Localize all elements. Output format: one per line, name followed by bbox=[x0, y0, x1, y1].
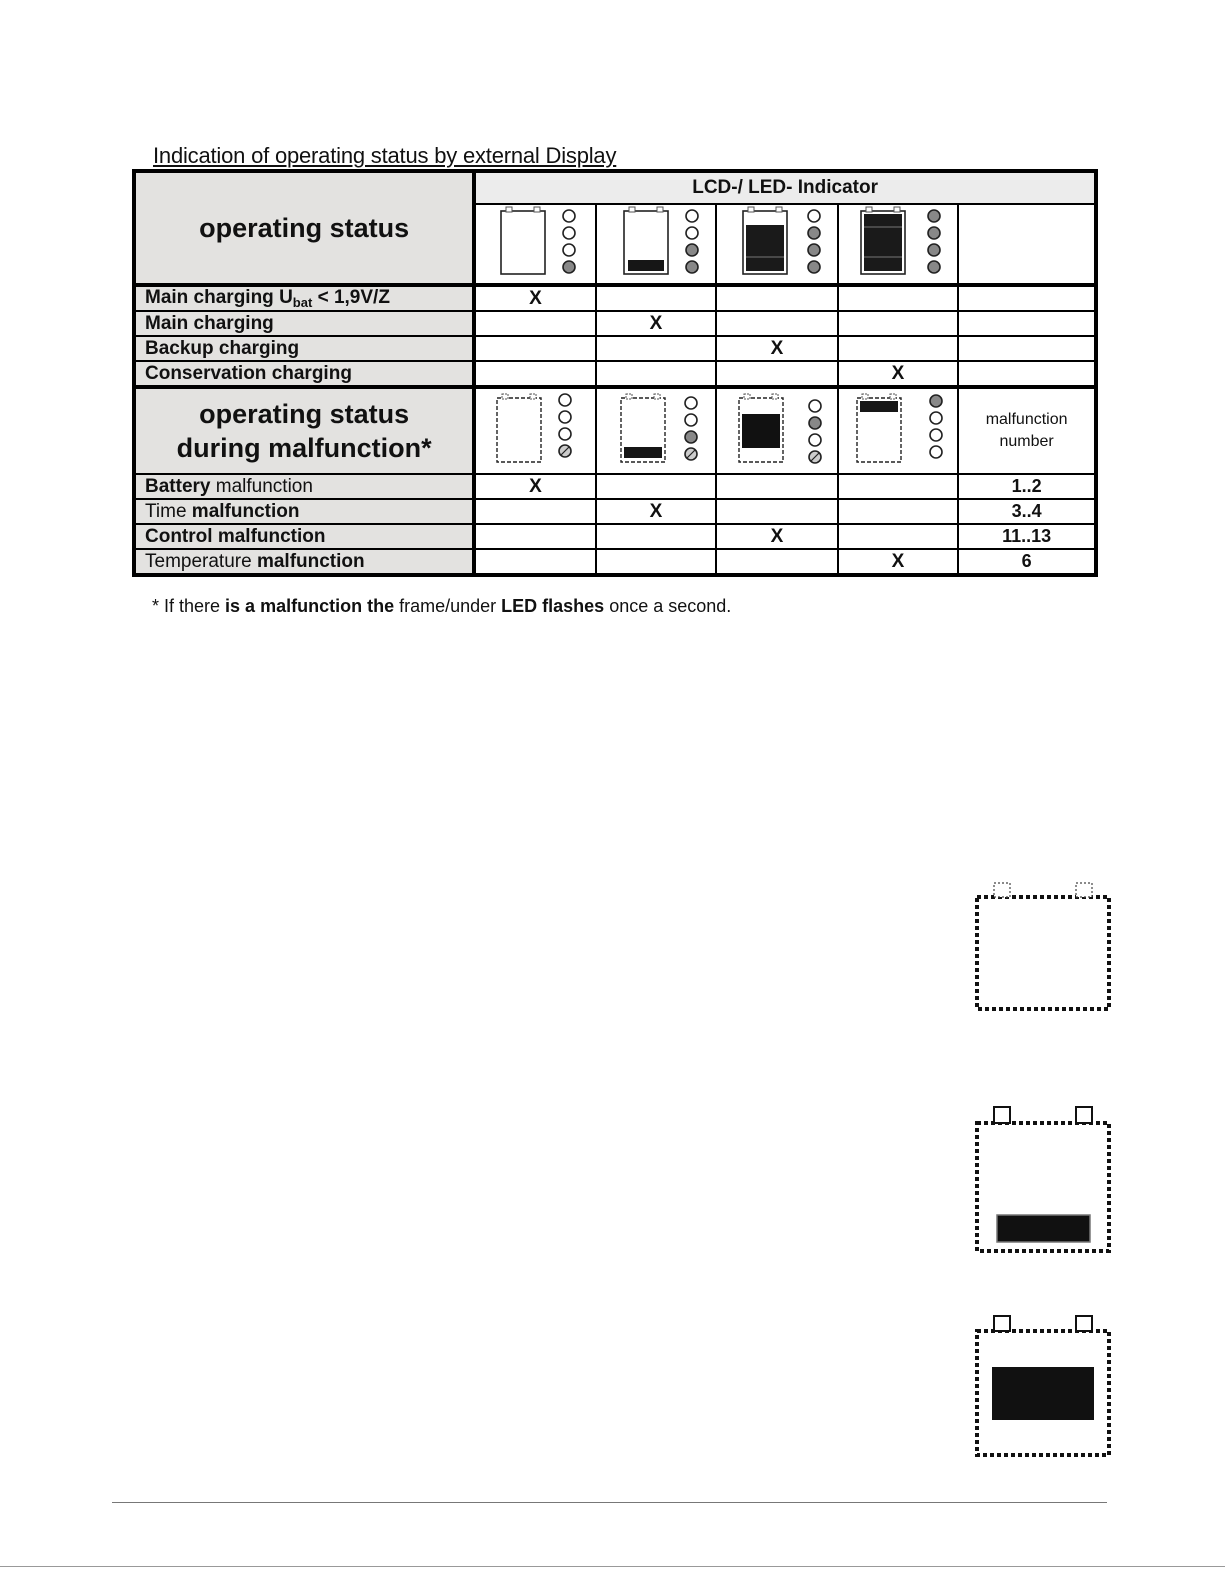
indicator-low bbox=[596, 204, 717, 285]
row-mark bbox=[958, 336, 1096, 361]
row-mark bbox=[716, 499, 838, 524]
malfunction-indicator-top bbox=[838, 387, 959, 474]
row-mark bbox=[474, 361, 596, 387]
malfunction-status-title: operating status during malfunction* bbox=[134, 387, 474, 474]
table-row bbox=[134, 336, 1096, 361]
battery-dashed-low-icon bbox=[606, 389, 706, 467]
row-mark: X bbox=[474, 285, 596, 311]
operating-status-title: operating status bbox=[134, 171, 474, 285]
page-heading: Indication of operating status by external Display bbox=[153, 143, 617, 168]
malfunction-number: 11..13 bbox=[958, 524, 1096, 549]
malfunction-indicator-empty bbox=[474, 387, 596, 474]
row-mark bbox=[838, 285, 959, 311]
row-label: Main charging $U_{bat} < 1,9V/Z$ bbox=[134, 285, 474, 311]
battery-low-large-icon bbox=[970, 1103, 1115, 1258]
row-mark bbox=[596, 336, 717, 361]
battery-medium-icon bbox=[727, 205, 827, 277]
page-bottom-divider bbox=[0, 1566, 1225, 1567]
row-mark: X bbox=[596, 311, 717, 336]
table-row bbox=[134, 499, 1096, 524]
indicator-medium bbox=[716, 204, 838, 285]
status-table bbox=[132, 169, 1098, 577]
indicator-full bbox=[838, 204, 959, 285]
row-mark bbox=[838, 336, 959, 361]
row-label: Battery malfunction bbox=[134, 474, 474, 499]
row-mark bbox=[474, 499, 596, 524]
row-mark bbox=[716, 549, 838, 575]
row-label: Main charging bbox=[134, 311, 474, 336]
row-mark bbox=[596, 285, 717, 311]
row-mark bbox=[474, 524, 596, 549]
row-mark bbox=[716, 311, 838, 336]
malfunction-indicator-low bbox=[596, 387, 717, 474]
row-mark bbox=[474, 336, 596, 361]
table-row bbox=[134, 474, 1096, 499]
row-mark bbox=[716, 361, 838, 387]
row-label: Time malfunction bbox=[134, 499, 474, 524]
indicator-empty bbox=[474, 204, 596, 285]
lcd-led-indicator-header: LCD-/ LED- Indicator bbox=[474, 171, 1096, 204]
malfunction-number-header: malfunction number bbox=[958, 387, 1096, 474]
row-mark bbox=[838, 524, 959, 549]
row-label: Temperature malfunction bbox=[134, 549, 474, 575]
row-mark bbox=[474, 549, 596, 575]
row-mark bbox=[958, 361, 1096, 387]
row-label: Conservation charging bbox=[134, 361, 474, 387]
table-row bbox=[134, 285, 1096, 311]
row-mark bbox=[596, 549, 717, 575]
row-mark bbox=[596, 524, 717, 549]
row-mark bbox=[596, 361, 717, 387]
malfunction-number: 1..2 bbox=[958, 474, 1096, 499]
battery-empty-icon bbox=[485, 205, 585, 277]
row-mark bbox=[838, 474, 959, 499]
battery-dashed-empty-icon bbox=[485, 389, 585, 467]
row-mark: X bbox=[716, 336, 838, 361]
row-mark: X bbox=[474, 474, 596, 499]
footer-divider bbox=[112, 1502, 1107, 1503]
row-mark: X bbox=[838, 361, 959, 387]
row-mark bbox=[716, 474, 838, 499]
battery-dashed-top-icon bbox=[848, 389, 948, 467]
row-mark bbox=[958, 285, 1096, 311]
battery-low-icon bbox=[606, 205, 706, 277]
battery-outline-large-icon bbox=[970, 880, 1115, 1015]
row-mark: X bbox=[596, 499, 717, 524]
row-mark bbox=[716, 285, 838, 311]
table-row bbox=[134, 361, 1096, 387]
battery-medium-large-icon bbox=[970, 1312, 1115, 1462]
row-mark: X bbox=[838, 549, 959, 575]
malfunction-indicator-medium bbox=[716, 387, 838, 474]
indicator-blank bbox=[958, 204, 1096, 285]
row-label: Control malfunction bbox=[134, 524, 474, 549]
table-row bbox=[134, 524, 1096, 549]
table-row bbox=[134, 311, 1096, 336]
footnote: * If there is a malfunction the frame/under LED flashes once a second. bbox=[152, 596, 732, 616]
row-mark bbox=[838, 311, 959, 336]
battery-dashed-medium-icon bbox=[727, 389, 827, 467]
battery-full-icon bbox=[848, 205, 948, 277]
row-mark bbox=[958, 311, 1096, 336]
row-mark bbox=[474, 311, 596, 336]
row-mark bbox=[596, 474, 717, 499]
row-mark: X bbox=[716, 524, 838, 549]
malfunction-number: 3..4 bbox=[958, 499, 1096, 524]
table-row bbox=[134, 549, 1096, 575]
row-label: Backup charging bbox=[134, 336, 474, 361]
row-mark bbox=[838, 499, 959, 524]
malfunction-number: 6 bbox=[958, 549, 1096, 575]
